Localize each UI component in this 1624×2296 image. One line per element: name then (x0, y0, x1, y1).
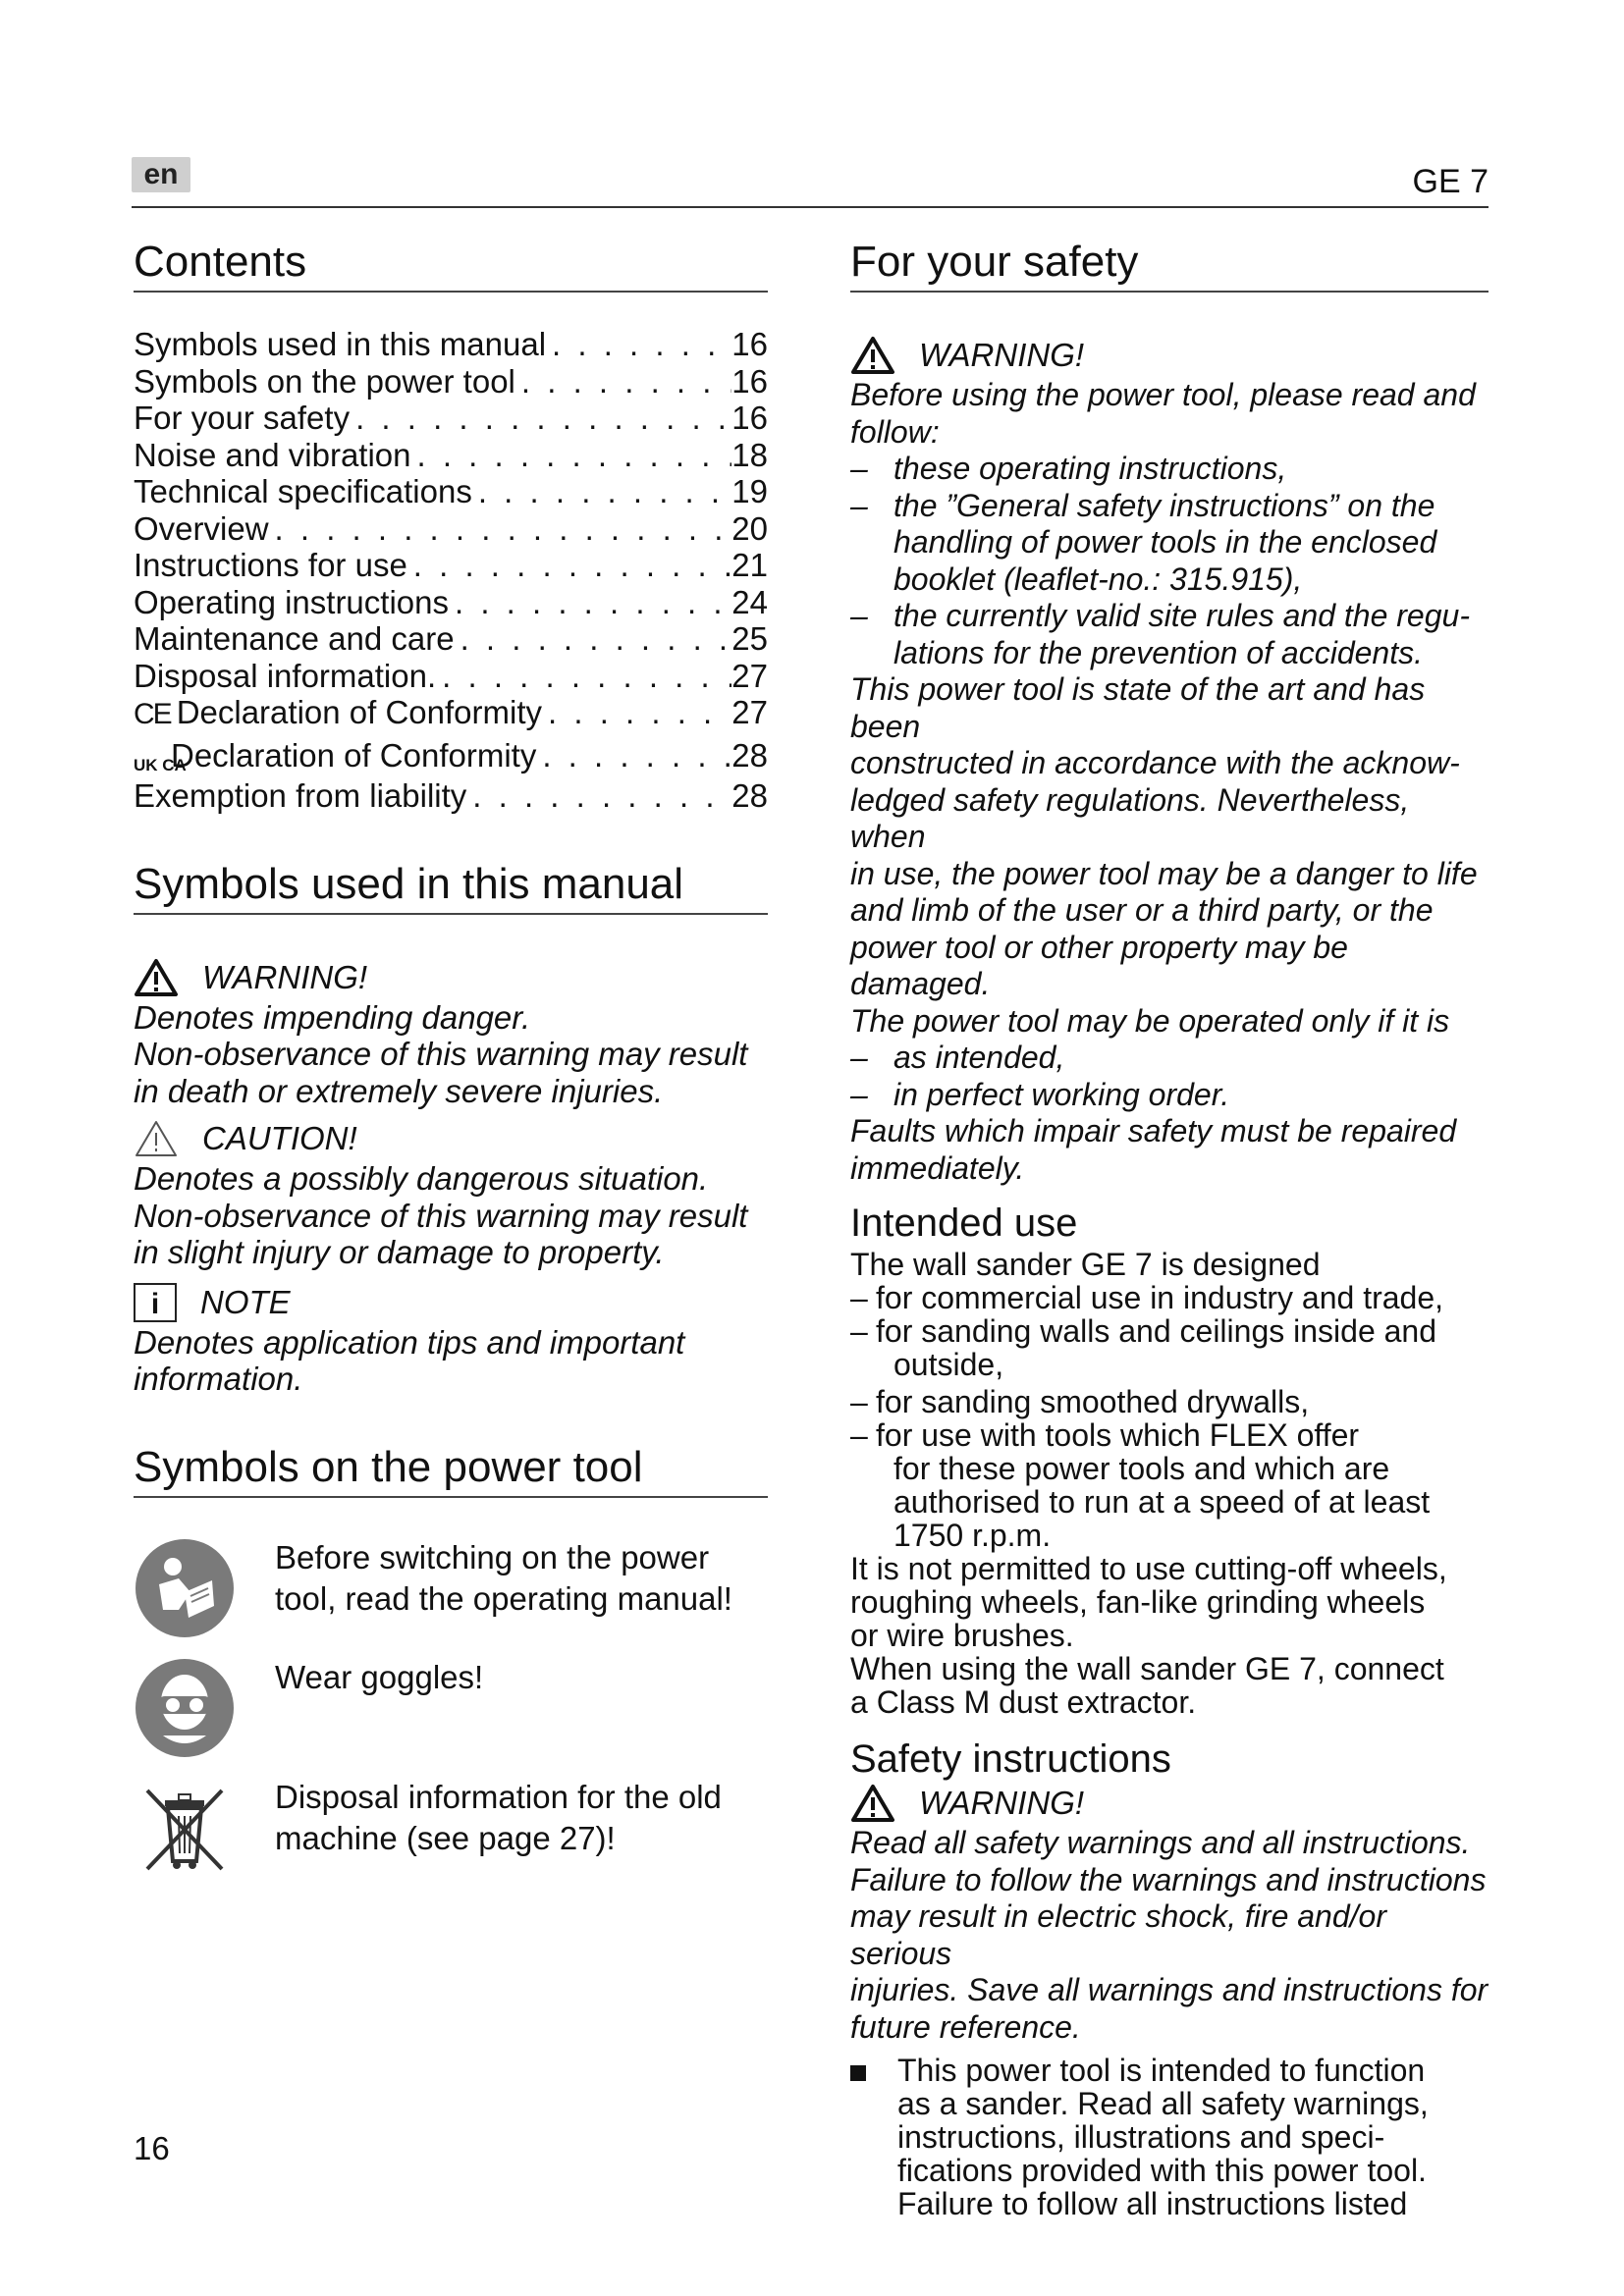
list-item: – for sanding smoothed drywalls, (850, 1384, 1310, 1419)
note-block (134, 1283, 768, 1398)
toc-title: Exemption from liability (134, 777, 467, 814)
warning-text-line: Denotes impending danger. (134, 998, 531, 1036)
left-column (134, 236, 768, 1896)
header-rule (132, 206, 1489, 208)
intended-use-heading: Intended use (850, 1201, 1078, 1245)
toc-row[interactable] (134, 737, 768, 774)
safety-warning: WARNING! Before using the power tool, please read and follow: – these operating instructions, – the ”General safety instructions” on the handling of power tools in the enclosed booklet (leaflet-no.: 315.915), – the currently valid site rules and the regu- lations for the prevention of accidents. This power tool is state of the art and has been constructed in accordance with the acknow- ledged safety regulations. Nevertheless, when in use, the power tool may be a danger to life and limb of the user or a third party, or the power tool or other property may be damaged. The power tool may be operated only if it is – as intended, – in perfect working order. Faults which impair safety must be repaired immediately. (850, 336, 1489, 1187)
list-item: – for use with tools which FLEX offer for these power tools and which are authorised to run at a speed of at least 1750 r.p.m. (850, 1417, 1431, 1553)
toc-page: 28 (731, 777, 768, 814)
toc-row[interactable] (134, 547, 768, 584)
tool-symbols-list (134, 1537, 768, 1879)
toc-page: 16 (731, 362, 768, 400)
goggles-icon (134, 1657, 236, 1759)
toc-page: 28 (731, 736, 768, 774)
warning-text-line: Non-observance of this warning may result (134, 1036, 748, 1072)
symbol-description: Before switching on the power tool, read the operating manual! (275, 1538, 732, 1617)
language-badge: en (132, 157, 190, 192)
warning-text-line: in death or extremely severe injuries. (134, 1072, 664, 1109)
contents-heading: Contents (134, 236, 768, 293)
caution-block (134, 1119, 768, 1271)
list-item (134, 1657, 768, 1759)
toc-title: Technical specifications (134, 473, 472, 509)
symbols-tool-heading: Symbols on the power tool (134, 1441, 768, 1498)
caution-text-line: Non-observance of this warning may result (134, 1197, 748, 1234)
note-text-line: Denotes application tips and important (134, 1323, 685, 1361)
toc-page: 16 (731, 400, 768, 436)
toc-title: UK CADeclaration of Conformity (134, 736, 537, 774)
toc-title: Instructions for use (134, 547, 407, 583)
info-icon: i (134, 1283, 177, 1322)
caution-label: CAUTION! (202, 1120, 357, 1157)
square-bullet-icon (850, 2065, 866, 2081)
toc-title: Noise and vibration (134, 436, 411, 473)
warning-label: WARNING! (919, 337, 1085, 374)
table-of-contents (134, 326, 768, 815)
toc-title: Symbols used in this manual (134, 326, 547, 362)
toc-page: 19 (731, 473, 768, 509)
toc-row[interactable] (134, 658, 768, 695)
read-manual-icon (134, 1537, 236, 1639)
toc-row[interactable] (134, 620, 768, 658)
list-item: – these operating instructions, (850, 451, 1287, 486)
note-label: NOTE (200, 1283, 291, 1320)
toc-page: 18 (731, 436, 768, 473)
warning-triangle-icon (850, 1784, 895, 1823)
intended-use-text: The wall sander GE 7 is designed – for commercial use in industry and trade, – for sanding walls and ceilings inside and outside, – for sanding smoothed drywalls, – for use with tools which FLEX offer for these power tools and which are authorised to run at a speed of at least 1750 r.p.m. It is not permitted to use cutting-off wheels, roughing wheels, fan-like grinding wheels or wire brushes. When using the wall sander GE 7, connect a Class M dust extractor. (850, 1248, 1489, 1719)
list-item: – for commercial use in industry and trade, (850, 1280, 1444, 1315)
list-item: This power tool is intended to function as a sander. Read all safety warnings, instructions, illustrations and speci- fications provided with this power tool. Failure to follow all instructions listed (850, 2054, 1489, 2220)
warning-label: WARNING! (202, 958, 368, 995)
toc-row[interactable] (134, 694, 768, 733)
symbols-manual-heading: Symbols used in this manual (134, 858, 768, 915)
ce-mark-icon: CE (134, 698, 171, 730)
list-item: – for sanding walls and ceilings inside and outside, (850, 1313, 1437, 1382)
toc-page: 27 (731, 657, 768, 694)
caution-text-line: Denotes a possibly dangerous situation. (134, 1160, 709, 1197)
toc-title: CE Declaration of Conformity (134, 694, 543, 730)
safety-instructions-heading: Safety instructions (850, 1737, 1171, 1781)
toc-row[interactable] (134, 584, 768, 621)
toc-row[interactable] (134, 473, 768, 510)
symbol-description: Wear goggles! (275, 1658, 484, 1695)
toc-row[interactable] (134, 510, 768, 548)
toc-title: Overview (134, 509, 269, 547)
warning-block (134, 958, 768, 1110)
caution-triangle-icon (134, 1119, 179, 1158)
list-item (134, 1777, 768, 1879)
toc-page: 25 (731, 620, 768, 657)
caution-text-line: in slight injury or damage to property. (134, 1234, 665, 1270)
list-item (134, 1537, 768, 1639)
right-column (850, 236, 1489, 2220)
warning-triangle-icon (134, 958, 179, 997)
page-number: 16 (134, 2130, 170, 2166)
list-item: – as intended, (850, 1040, 1065, 1075)
toc-row[interactable] (134, 326, 768, 363)
safety-instructions-warning: WARNING! Read all safety warnings and all instructions. Failure to follow the warnings and instructions may result in electric shock, fire and/or serious injuries. Save all warnings and instructions for future reference. (850, 1785, 1489, 2045)
list-item: – in perfect working order. (850, 1076, 1230, 1112)
note-text-line: information. (134, 1361, 303, 1397)
toc-title: Maintenance and care (134, 620, 455, 657)
toc-row[interactable] (134, 777, 768, 815)
list-item: – the currently valid site rules and the regu- lations for the prevention of accidents. (850, 598, 1470, 670)
toc-row[interactable] (134, 437, 768, 474)
toc-title: Disposal information. (134, 657, 437, 694)
ukca-mark-icon: UK CA (134, 755, 187, 774)
safety-heading: For your safety (850, 236, 1489, 293)
warning-label: WARNING! (919, 1785, 1085, 1822)
toc-title: For your safety (134, 400, 351, 436)
symbol-description: Disposal information for the old machine (see page 27)! (275, 1778, 722, 1856)
list-item: – the ”General safety instructions” on the handling of power tools in the enclosed booklet (leaflet-no.: 315.915), (850, 487, 1437, 597)
crossed-bin-icon (134, 1777, 236, 1879)
toc-page: 20 (731, 509, 768, 547)
toc-page: 16 (731, 326, 768, 362)
toc-title: Operating instructions (134, 583, 449, 620)
toc-row[interactable] (134, 363, 768, 400)
model-name: GE 7 (1412, 163, 1489, 200)
toc-row[interactable] (134, 400, 768, 437)
toc-page: 24 (731, 583, 768, 620)
toc-title: Symbols on the power tool (134, 362, 515, 400)
toc-page: 21 (731, 547, 768, 583)
warning-triangle-icon (850, 336, 895, 375)
toc-page: 27 (731, 694, 768, 730)
